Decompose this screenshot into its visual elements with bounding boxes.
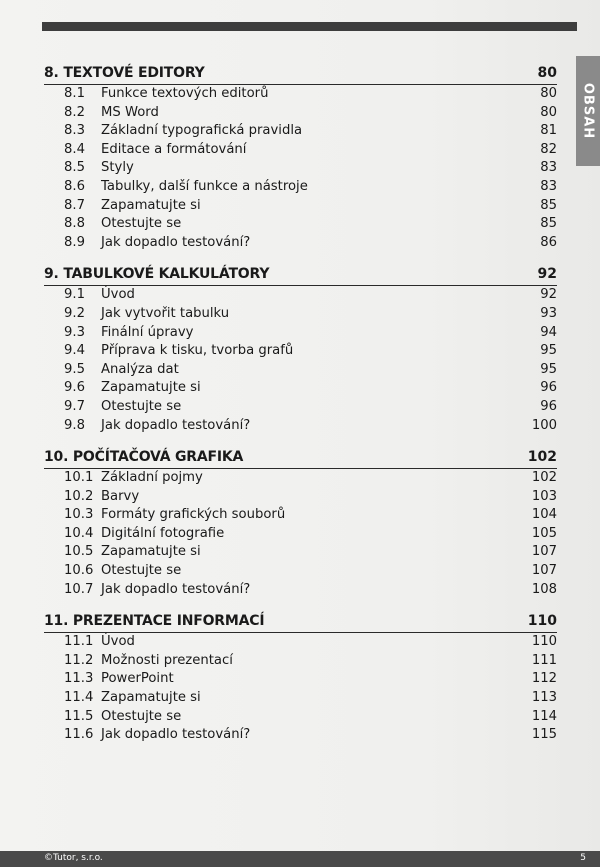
entry-page-number: 94 — [540, 324, 557, 340]
entry-page-number: 110 — [531, 634, 557, 650]
entry-page-number: 111 — [531, 652, 557, 668]
entry-number: 11.1 — [64, 634, 94, 650]
toc-entry — [44, 234, 557, 253]
toc-entry — [44, 726, 557, 745]
side-tab-label: OBSAH — [580, 82, 596, 140]
toc-entry — [44, 633, 557, 652]
entry-page-number: 81 — [540, 123, 557, 139]
entry-title: Zapamatujte si — [101, 197, 201, 213]
entry-page-number: 115 — [531, 727, 557, 743]
entry-title: Otestujte se — [101, 216, 182, 232]
entry-number: 10.3 — [64, 507, 94, 523]
table-of-contents — [44, 62, 557, 756]
entry-page-number: 80 — [540, 104, 557, 120]
entry-number: 9.3 — [64, 324, 85, 340]
entry-number: 11.3 — [64, 671, 94, 687]
entry-title: Editace a formátování — [101, 141, 247, 157]
entry-number: 8.9 — [64, 234, 85, 250]
entry-title: Finální úpravy — [101, 324, 194, 340]
entry-page-number: 104 — [531, 507, 557, 523]
entry-page-number: 83 — [540, 160, 557, 176]
toc-entry — [44, 305, 557, 324]
entry-page-number: 107 — [531, 544, 557, 560]
entry-number: 8.2 — [64, 104, 85, 120]
section-page-number: 92 — [537, 266, 557, 283]
entry-title: Úvod — [101, 287, 135, 303]
entry-number: 10.7 — [64, 581, 94, 597]
toc-entry — [44, 689, 557, 708]
entry-title: MS Word — [101, 104, 159, 120]
entry-number: 11.6 — [64, 727, 94, 743]
entry-number: 11.4 — [64, 690, 94, 706]
toc-entry — [44, 85, 557, 104]
entry-number: 11.2 — [64, 652, 94, 668]
entry-page-number: 105 — [531, 525, 557, 541]
entry-title: Digitální fotografie — [101, 525, 225, 541]
toc-section — [44, 446, 557, 599]
entry-number: 8.3 — [64, 123, 85, 139]
section-heading — [44, 446, 557, 469]
entry-number: 9.6 — [64, 380, 85, 396]
entry-title: Tabulky, další funkce a nástroje — [101, 178, 308, 194]
entry-title: Příprava k tisku, tvorba grafů — [101, 343, 294, 359]
entry-number: 10.6 — [64, 563, 94, 579]
entry-page-number: 82 — [540, 141, 557, 157]
toc-entry — [44, 525, 557, 544]
entry-title: Jak dopadlo testování? — [101, 581, 251, 597]
entry-title: Otestujte se — [101, 708, 182, 724]
entry-title: Jak dopadlo testování? — [101, 727, 251, 743]
entry-title: Barvy — [101, 488, 140, 504]
entry-page-number: 112 — [531, 671, 557, 687]
entry-page-number: 96 — [540, 398, 557, 414]
entry-page-number: 85 — [540, 197, 557, 213]
toc-entry — [44, 122, 557, 141]
entry-page-number: 83 — [540, 178, 557, 194]
toc-entry — [44, 469, 557, 488]
entry-number: 9.4 — [64, 343, 85, 359]
entry-page-number: 102 — [531, 470, 557, 486]
entry-page-number: 113 — [531, 690, 557, 706]
entry-number: 9.1 — [64, 287, 85, 303]
entry-title: Jak dopadlo testování? — [101, 417, 251, 433]
toc-entry — [44, 581, 557, 600]
section-heading — [44, 610, 557, 633]
entry-title: Jak vytvořit tabulku — [101, 305, 230, 321]
toc-section — [44, 62, 557, 252]
toc-entry — [44, 488, 557, 507]
entry-number: 9.8 — [64, 417, 85, 433]
toc-entry — [44, 670, 557, 689]
toc-entry — [44, 398, 557, 417]
entry-number: 9.5 — [64, 361, 85, 377]
entry-title: Otestujte se — [101, 398, 182, 414]
entry-number: 10.1 — [64, 470, 94, 486]
entry-title: Analýza dat — [101, 361, 179, 377]
toc-entry — [44, 361, 557, 380]
entry-number: 9.7 — [64, 398, 85, 414]
entry-number: 8.7 — [64, 197, 85, 213]
entry-number: 8.1 — [64, 86, 85, 101]
entry-title: Formáty grafických souborů — [101, 507, 286, 523]
footer-page-number: 5 — [580, 853, 586, 863]
entry-page-number: 85 — [540, 216, 557, 232]
toc-entry — [44, 197, 557, 216]
entry-title: Otestujte se — [101, 563, 182, 579]
toc-entry — [44, 286, 557, 305]
entry-number: 8.6 — [64, 178, 85, 194]
section-page-number: 110 — [527, 613, 557, 630]
section-page-number: 102 — [527, 449, 557, 466]
toc-entry — [44, 141, 557, 160]
toc-entry — [44, 506, 557, 525]
entry-page-number: 100 — [531, 417, 557, 433]
entry-page-number: 80 — [540, 86, 557, 101]
section-title: 9. TABULKOVÉ KALKULÁTORY — [44, 266, 270, 283]
footer-publisher: ©Tutor, s.r.o. — [44, 853, 103, 863]
entry-page-number: 108 — [531, 581, 557, 597]
entry-page-number: 114 — [531, 708, 557, 724]
entry-title: Funkce textových editorů — [101, 86, 269, 101]
entry-page-number: 86 — [540, 234, 557, 250]
entry-title: Zapamatujte si — [101, 380, 201, 396]
toc-entry — [44, 379, 557, 398]
toc-entry — [44, 652, 557, 671]
entry-page-number: 92 — [540, 287, 557, 303]
entry-page-number: 103 — [531, 488, 557, 504]
toc-entry — [44, 562, 557, 581]
side-tab — [576, 56, 600, 166]
toc-entry — [44, 543, 557, 562]
entry-number: 8.8 — [64, 216, 85, 232]
toc-entry — [44, 708, 557, 727]
entry-page-number: 107 — [531, 563, 557, 579]
toc-entry — [44, 159, 557, 178]
entry-page-number: 93 — [540, 305, 557, 321]
section-heading — [44, 263, 557, 286]
entry-title: Zapamatujte si — [101, 544, 201, 560]
entry-number: 10.2 — [64, 488, 94, 504]
entry-title: Styly — [101, 160, 134, 176]
top-rule — [42, 22, 577, 31]
entry-page-number: 96 — [540, 380, 557, 396]
toc-entry — [44, 215, 557, 234]
entry-title: Úvod — [101, 634, 135, 650]
entry-number: 8.4 — [64, 141, 85, 157]
entry-title: Možnosti prezentací — [101, 652, 233, 668]
toc-entry — [44, 324, 557, 343]
entry-number: 11.5 — [64, 708, 94, 724]
entry-title: PowerPoint — [101, 671, 174, 687]
toc-entry — [44, 342, 557, 361]
entry-page-number: 95 — [540, 361, 557, 377]
entry-title: Základní pojmy — [101, 470, 203, 486]
toc-section — [44, 610, 557, 745]
entry-page-number: 95 — [540, 343, 557, 359]
section-page-number: 80 — [537, 65, 557, 81]
entry-number: 9.2 — [64, 305, 85, 321]
section-title: 11. PREZENTACE INFORMACÍ — [44, 613, 265, 630]
section-heading — [44, 62, 557, 85]
section-title: 8. TEXTOVÉ EDITORY — [44, 65, 205, 81]
toc-entry — [44, 417, 557, 436]
entry-title: Jak dopadlo testování? — [101, 234, 251, 250]
entry-title: Zapamatujte si — [101, 690, 201, 706]
entry-title: Základní typografická pravidla — [101, 123, 303, 139]
section-title: 10. POČÍTAČOVÁ GRAFIKA — [44, 449, 244, 466]
toc-section — [44, 263, 557, 435]
entry-number: 10.5 — [64, 544, 94, 560]
entry-number: 10.4 — [64, 525, 94, 541]
toc-entry — [44, 178, 557, 197]
entry-number: 8.5 — [64, 160, 85, 176]
toc-entry — [44, 104, 557, 123]
